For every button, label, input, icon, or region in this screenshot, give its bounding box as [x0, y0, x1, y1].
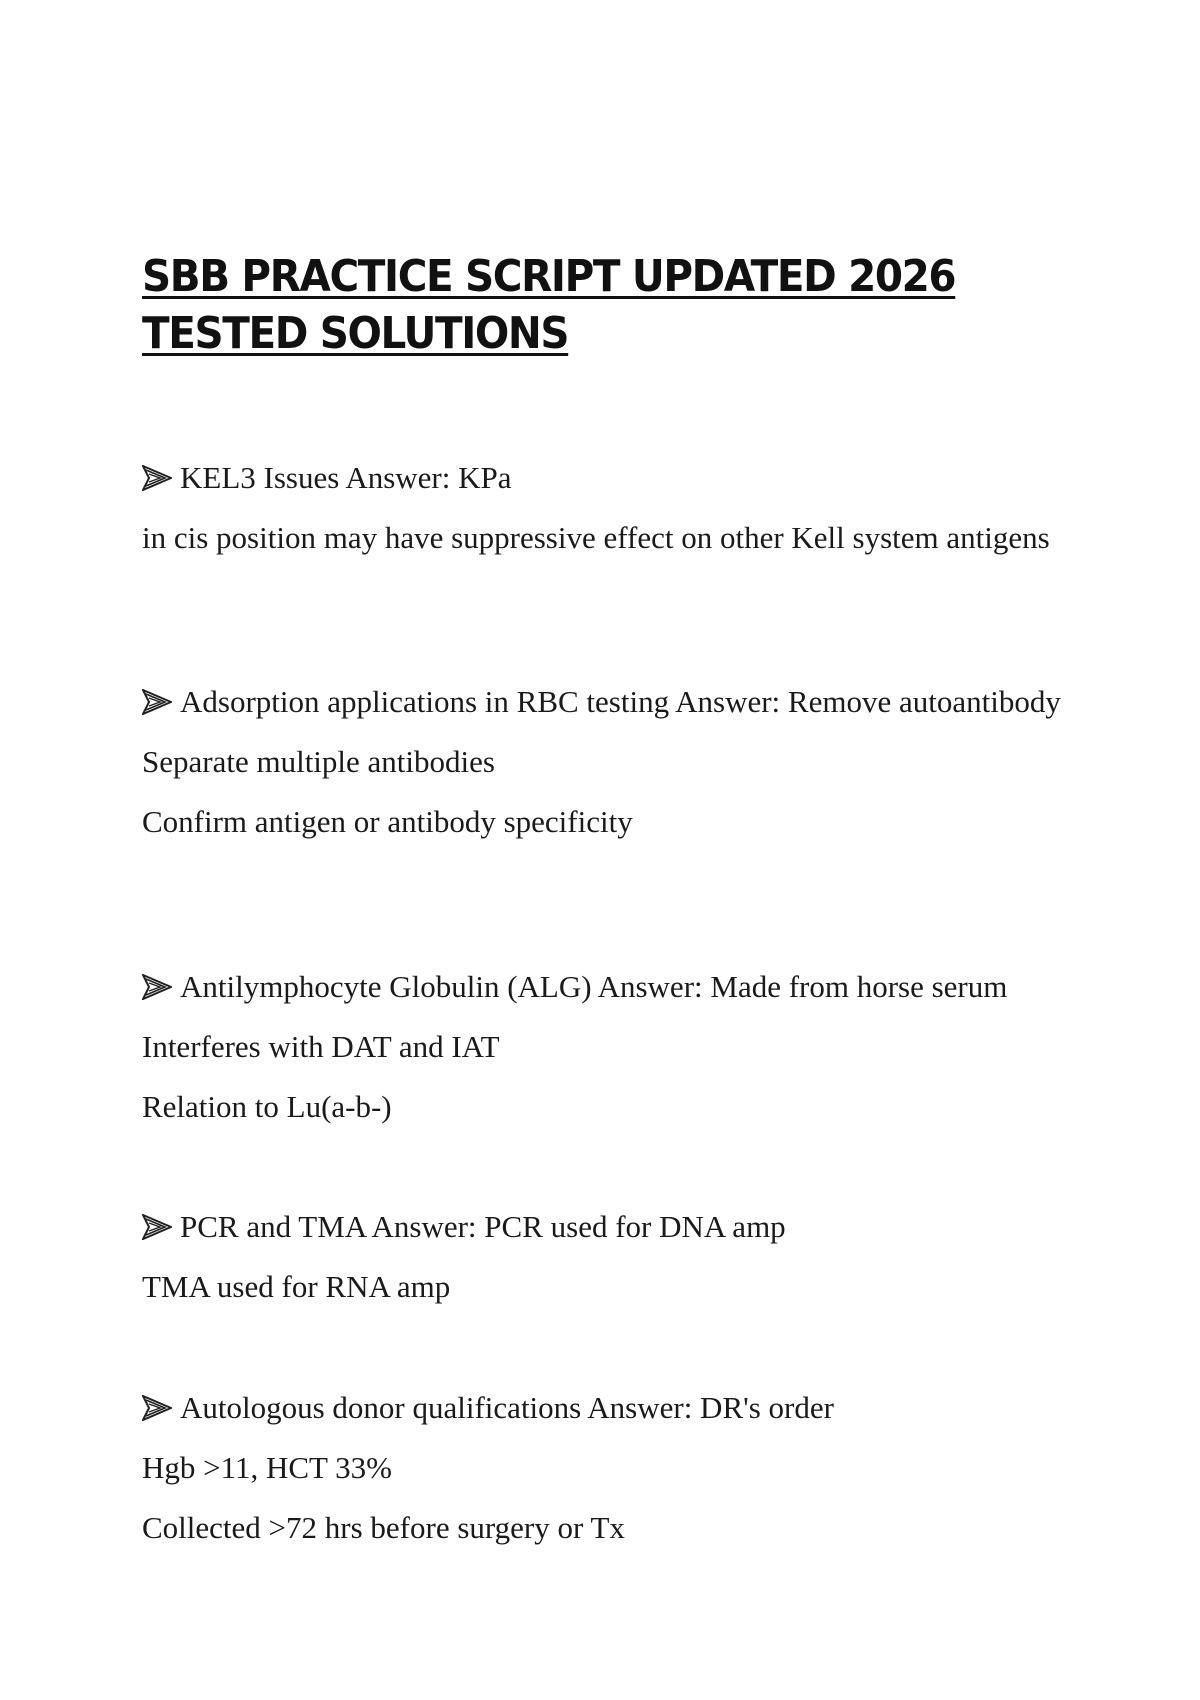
answer-line: in cis position may have suppressive effect on other Kell system antigens	[142, 520, 1050, 555]
answer-line: Hgb >11, HCT 33%	[142, 1450, 392, 1485]
arrowhead-bullet-icon	[142, 465, 172, 491]
qa-question	[142, 1205, 1072, 1248]
arrowhead-bullet-icon	[142, 1395, 172, 1421]
arrowhead-bullet-icon	[142, 974, 172, 1000]
document-title: SBB PRACTICE SCRIPT UPDATED 2026 TESTED SOLUTIONS	[142, 251, 956, 359]
question-text: PCR and TMA Answer: PCR used for DNA amp	[180, 1209, 786, 1244]
question-text: KEL3 Issues Answer: KPa	[180, 460, 512, 495]
answer-line: Confirm antigen or antibody specificity	[142, 804, 633, 839]
answer-line: Collected >72 hrs before surgery or Tx	[142, 1510, 625, 1545]
qa-item	[142, 680, 1072, 843]
qa-item	[142, 1386, 1072, 1549]
arrowhead-bullet-icon	[142, 1214, 172, 1240]
qa-question	[142, 965, 1072, 1008]
question-text: Adsorption applications in RBC testing Answer: Remove autoantibody	[180, 684, 1061, 719]
question-text: Antilymphocyte Globulin (ALG) Answer: Made from horse serum	[180, 969, 1008, 1004]
qa-item	[142, 456, 1072, 559]
answer-line: Separate multiple antibodies	[142, 744, 495, 779]
question-text: Autologous donor qualifications Answer: DR's order	[180, 1390, 834, 1425]
qa-question	[142, 680, 1072, 723]
answer-line: TMA used for RNA amp	[142, 1269, 451, 1304]
qa-question	[142, 456, 1072, 499]
qa-item	[142, 1205, 1072, 1308]
answer-line: Relation to Lu(a-b-)	[142, 1089, 392, 1124]
qa-item	[142, 965, 1072, 1128]
arrowhead-bullet-icon	[142, 689, 172, 715]
qa-question	[142, 1386, 1072, 1429]
answer-line: Interferes with DAT and IAT	[142, 1029, 500, 1064]
